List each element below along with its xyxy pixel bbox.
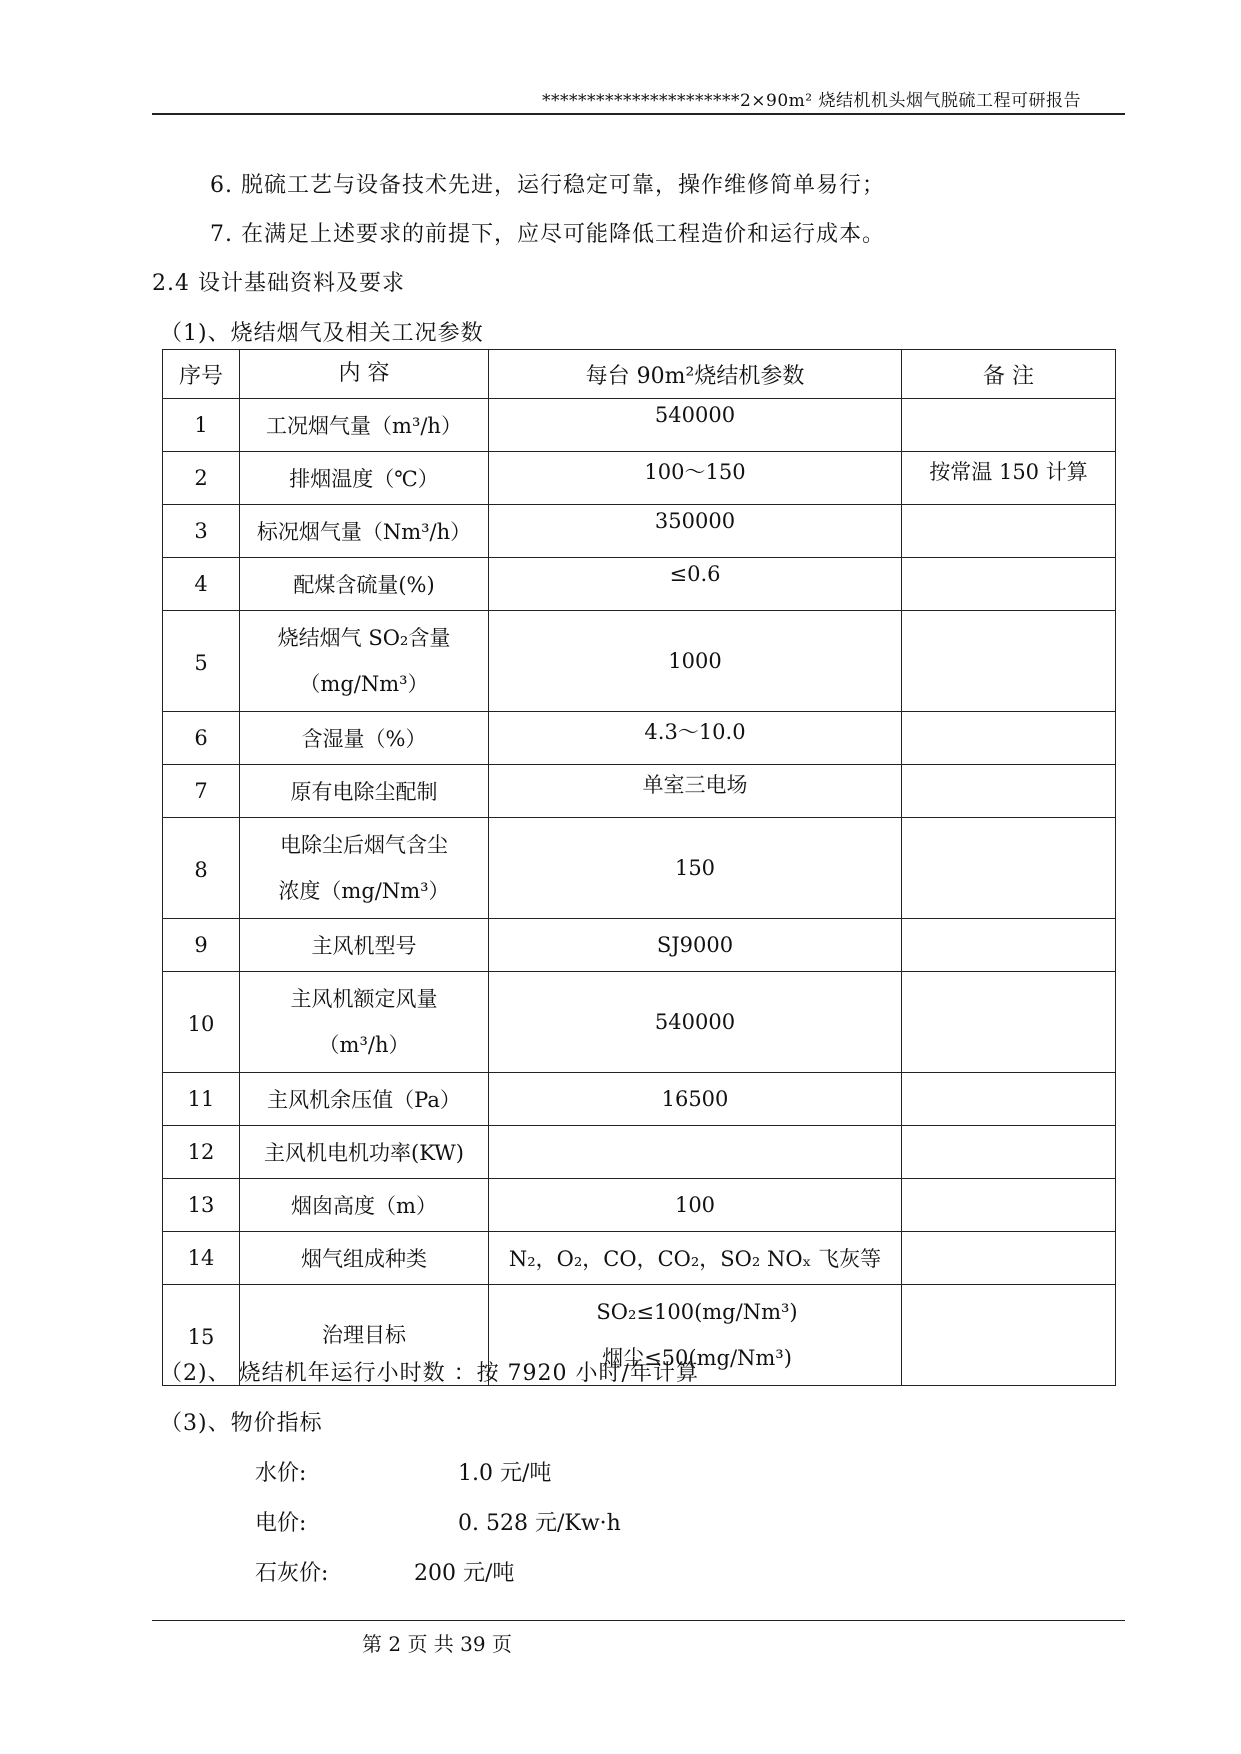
row-no: 1 xyxy=(163,399,240,452)
table-row xyxy=(163,611,1116,712)
row-no: 14 xyxy=(163,1232,240,1285)
row-content-line1: 烧结烟气 SO₂含量 xyxy=(277,626,451,650)
table-row xyxy=(163,558,1116,611)
table-row xyxy=(163,399,1116,452)
lime-price-label: 石灰价: xyxy=(255,1561,329,1586)
row-no: 4 xyxy=(163,558,240,611)
header-rule xyxy=(152,113,1125,115)
target-so2: SO₂≤100(mg/Nm³) xyxy=(596,1300,798,1324)
header-cell-content: 内 容 xyxy=(240,350,489,399)
row-content xyxy=(240,611,489,712)
table-row xyxy=(163,1179,1116,1232)
row-remark xyxy=(902,558,1116,611)
table-row xyxy=(163,919,1116,972)
row-no: 8 xyxy=(163,818,240,919)
row-remark xyxy=(902,1285,1116,1386)
row-content-line1: 主风机额定风量 xyxy=(290,987,438,1011)
table-row xyxy=(163,505,1116,558)
row-content: 主风机电机功率(KW) xyxy=(240,1126,489,1179)
row-remark xyxy=(902,712,1116,765)
row-content: 烟气组成种类 xyxy=(240,1232,489,1285)
row-value: 350000 xyxy=(489,505,902,558)
row-no: 3 xyxy=(163,505,240,558)
table-row xyxy=(163,1232,1116,1285)
electricity-price-value: 0. 528 元/Kw·h xyxy=(458,1511,621,1536)
page-header-title: **********************2×90m² 烧结机机头烟气脱硫工程可研报告 xyxy=(541,91,1081,111)
row-remark xyxy=(902,972,1116,1073)
table-row xyxy=(163,1073,1116,1126)
row-content-line2: 浓度（mg/Nm³） xyxy=(278,879,450,903)
row-content: 标况烟气量（Nm³/h） xyxy=(240,505,489,558)
row-content: 工况烟气量（m³/h） xyxy=(240,399,489,452)
row-no: 10 xyxy=(163,972,240,1073)
row-content xyxy=(240,972,489,1073)
table-row xyxy=(163,972,1116,1073)
parameters-table xyxy=(162,349,1116,1386)
table-row xyxy=(163,1126,1116,1179)
row-no: 15 xyxy=(163,1285,240,1386)
row-no: 11 xyxy=(163,1073,240,1126)
row-value: 540000 xyxy=(489,399,902,452)
table-row xyxy=(163,765,1116,818)
page-number: 第 2 页 共 39 页 xyxy=(362,1632,512,1656)
row-no: 5 xyxy=(163,611,240,712)
row-no: 2 xyxy=(163,452,240,505)
table-row xyxy=(163,452,1116,505)
row-content: 原有电除尘配制 xyxy=(240,765,489,818)
subsection-2-operating-hours: （2)、 烧结机年运行小时数 ：按 7920 小时/年计算 xyxy=(160,1361,699,1386)
row-value: 100 xyxy=(489,1179,902,1232)
row-value: 1000 xyxy=(489,611,902,712)
row-content-line1: 电除尘后烟气含尘 xyxy=(280,833,448,857)
row-no: 13 xyxy=(163,1179,240,1232)
row-remark xyxy=(902,919,1116,972)
row-content: 排烟温度（℃） xyxy=(240,452,489,505)
row-value: 100～150 xyxy=(489,452,902,505)
row-remark xyxy=(902,1232,1116,1285)
lime-price-value: 200 元/吨 xyxy=(414,1561,515,1586)
row-remark xyxy=(902,399,1116,452)
requirement-item-6: 6. 脱硫工艺与设备技术先进，运行稳定可靠，操作维修简单易行； xyxy=(210,173,885,198)
row-no: 6 xyxy=(163,712,240,765)
section-heading: 2.4 设计基础资料及要求 xyxy=(152,271,405,296)
row-value: N₂，O₂，CO，CO₂，SO₂ NOₓ 飞灰等 xyxy=(489,1232,902,1285)
header-cell-remark: 备 注 xyxy=(902,350,1116,399)
row-content-line2: （m³/h） xyxy=(318,1033,410,1057)
row-value xyxy=(489,1126,902,1179)
row-value: SJ9000 xyxy=(489,919,902,972)
row-remark xyxy=(902,1179,1116,1232)
row-remark xyxy=(902,818,1116,919)
water-price-label: 水价: xyxy=(255,1461,307,1486)
table-header-row xyxy=(163,350,1116,399)
row-remark xyxy=(902,611,1116,712)
target-dust: 烟尘≤50(mg/Nm³) xyxy=(602,1346,792,1370)
row-content: 含湿量（%） xyxy=(240,712,489,765)
row-remark xyxy=(902,765,1116,818)
row-remark xyxy=(902,1073,1116,1126)
footer-rule xyxy=(152,1620,1125,1621)
row-content: 主风机型号 xyxy=(240,919,489,972)
electricity-price-label: 电价: xyxy=(255,1511,307,1536)
row-remark xyxy=(902,505,1116,558)
row-content: 烟囱高度（m） xyxy=(240,1179,489,1232)
water-price-value: 1.0 元/吨 xyxy=(458,1461,552,1486)
subsection-1-title: （1)、烧结烟气及相关工况参数 xyxy=(160,321,484,346)
table-row xyxy=(163,712,1116,765)
row-value: 16500 xyxy=(489,1073,902,1126)
requirement-item-7: 7. 在满足上述要求的前提下，应尽可能降低工程造价和运行成本。 xyxy=(210,222,885,247)
header-cell-no: 序号 xyxy=(163,350,240,399)
row-content: 配煤含硫量(%) xyxy=(240,558,489,611)
row-content xyxy=(240,818,489,919)
row-content-line2: （mg/Nm³） xyxy=(299,672,429,696)
row-value: ≤0.6 xyxy=(489,558,902,611)
row-no: 12 xyxy=(163,1126,240,1179)
row-value: 150 xyxy=(489,818,902,919)
row-value: 540000 xyxy=(489,972,902,1073)
row-no: 7 xyxy=(163,765,240,818)
subsection-3-title: （3)、物价指标 xyxy=(160,1411,323,1436)
row-content: 主风机余压值（Pa） xyxy=(240,1073,489,1126)
row-value: 4.3～10.0 xyxy=(489,712,902,765)
table-row xyxy=(163,818,1116,919)
row-content: 治理目标 xyxy=(240,1285,489,1386)
header-cell-value: 每台 90m²烧结机参数 xyxy=(489,350,902,399)
row-remark: 按常温 150 计算 xyxy=(902,452,1116,505)
row-no: 9 xyxy=(163,919,240,972)
row-remark xyxy=(902,1126,1116,1179)
row-value: 单室三电场 xyxy=(489,765,902,818)
